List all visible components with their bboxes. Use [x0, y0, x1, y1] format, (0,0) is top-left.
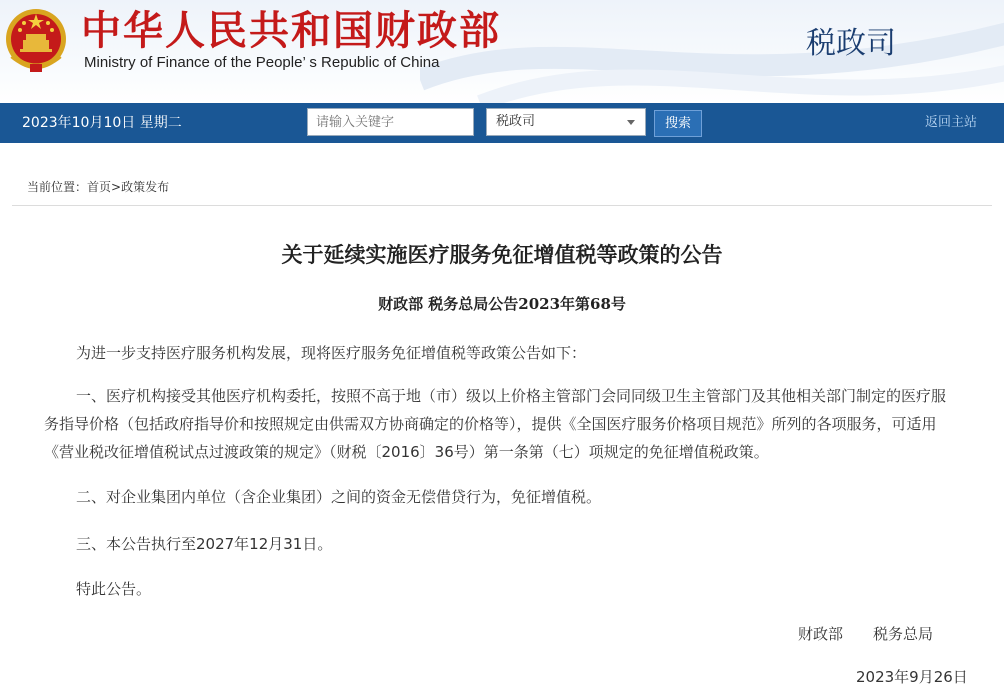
article-paragraph: 为进一步支持医疗服务机构发展，现将医疗服务免征增值税等政策公告如下： [76, 344, 587, 362]
article-sign-date: 2023年9月26日 [856, 668, 968, 686]
site-title[interactable]: 中华人民共和国财政部 [81, 8, 501, 54]
search-input[interactable] [307, 108, 474, 136]
signatory-sta: 税务总局 [873, 625, 934, 643]
department-select[interactable] [486, 108, 646, 136]
signatory-mof: 财政部 [798, 625, 844, 643]
breadcrumb-current[interactable]: 政策发布 [121, 180, 170, 194]
chevron-down-icon [627, 120, 635, 125]
breadcrumb [12, 172, 992, 206]
national-emblem-icon[interactable] [4, 6, 68, 74]
top-nav-bar [0, 103, 1004, 143]
breadcrumb-label: 当前位置： [27, 180, 88, 194]
department-select-value: 税政司 [496, 114, 536, 129]
department-name: 税政司 [806, 26, 896, 61]
article-document-number: 财政部 税务总局公告2023年第68号 [378, 295, 626, 313]
back-home-link[interactable]: 返回主站 [925, 115, 978, 130]
article-signatories [798, 621, 933, 647]
article-paragraph: 三、本公告执行至2027年12月31日。 [76, 535, 333, 553]
search-button[interactable]: 搜索 [654, 110, 702, 137]
article-title: 关于延续实施医疗服务免征增值税等政策的公告 [281, 243, 723, 267]
site-subtitle-en: Ministry of Finance of the People’ s Republic of China [84, 54, 440, 71]
header-decoration [420, 0, 1004, 103]
article-paragraph: 一、医疗机构接受其他医疗机构委托，按照不高于地（市）级以上价格主管部门会同同级卫生主管部门及其他相关部门制定的医疗服务指导价格（包括政府指导价和按照规定由供需双方协商确定的价格等），提供《全国医疗服务价格项目规范》所列的各项服务，可适用《营业税改征增值税试点过渡政策的规定》（财税〔2016〕36号）第一条第（七）项规定的免征增值税政策。 [44, 387, 947, 461]
site-header [0, 0, 1004, 103]
article-paragraph: 二、对企业集团内单位（含企业集团）之间的资金无偿借贷行为，免征增值税。 [76, 488, 602, 506]
breadcrumb-separator: > [111, 180, 122, 194]
breadcrumb-home[interactable]: 首页 [87, 180, 112, 194]
current-date: 2023年10月10日 星期二 [22, 115, 182, 131]
article-paragraph: 特此公告。 [76, 580, 152, 598]
